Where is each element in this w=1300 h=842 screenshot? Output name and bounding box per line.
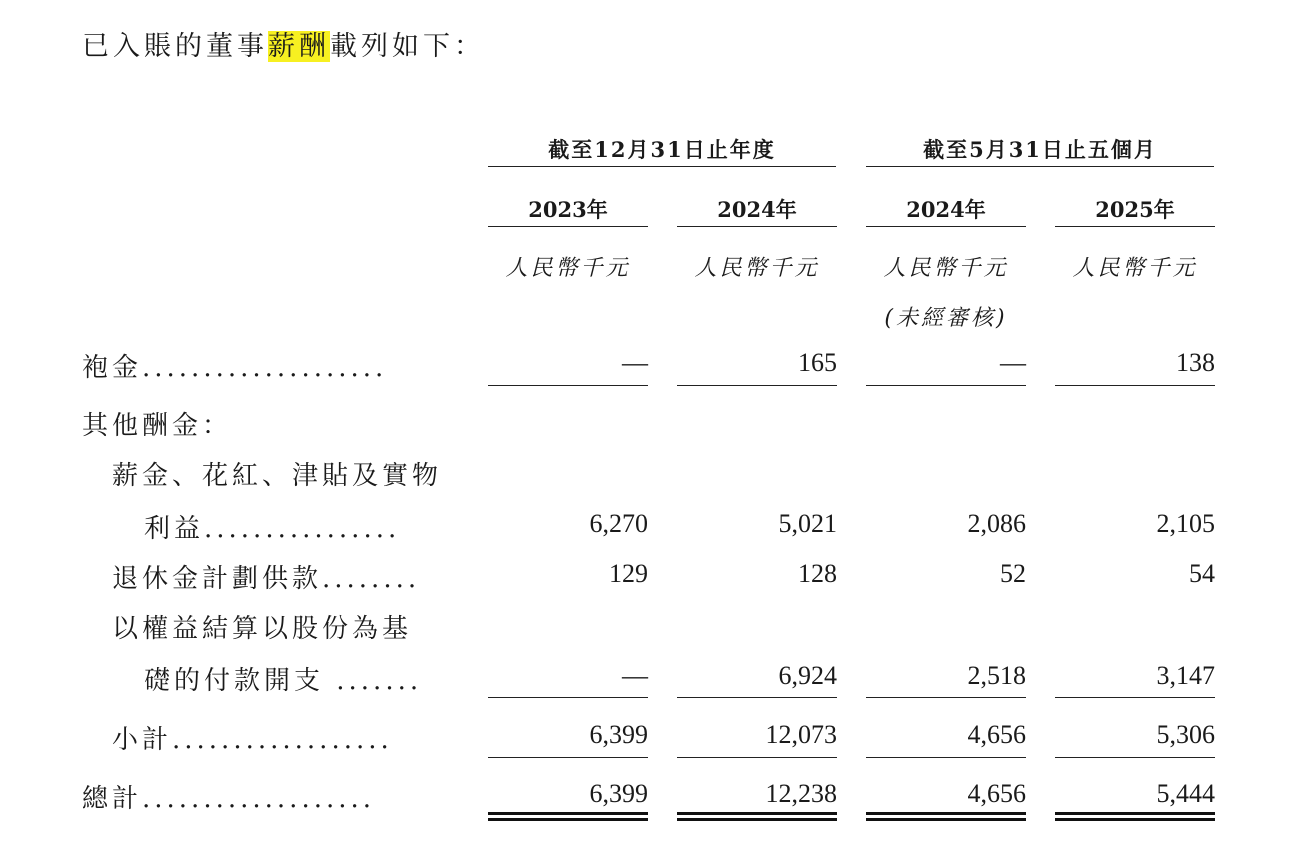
share-based-rule-1 [488,697,648,698]
unit-header-1: 人民幣千元 [505,256,631,281]
year-header-2: 2024年 [717,197,797,222]
cell-share-based-1: — [622,661,648,690]
cell-salaries-1: 6,270 [589,509,648,538]
subtotal-rule-2 [677,757,837,758]
year-rule-4 [1055,226,1215,227]
intro-after: 載列如下： [330,31,485,62]
unit-header-3: 人民幣千元 [883,256,1009,281]
cell-fees-3: — [1000,348,1026,377]
cell-total-4: 5,444 [1156,779,1215,808]
period-rule-5m [866,166,1214,167]
highlighted-term: 薪酬 [268,31,330,62]
total-double-rule-1 [488,812,648,821]
period-header-5m: 截至5月31日止五個月 [923,137,1157,162]
cell-subtotal-2: 12,073 [765,720,837,749]
row-label-share-based-line1: 以權益結算以股份為基 [112,614,413,644]
share-based-rule-3 [866,697,1026,698]
share-based-rule-2 [677,697,837,698]
year-header-1: 2023年 [528,197,608,222]
cell-subtotal-3: 4,656 [967,720,1026,749]
cell-pension-3: 52 [1000,559,1026,588]
cell-pension-2: 128 [798,559,837,588]
row-label-share-based-line2: 礎的付款開支 ....... [144,666,423,696]
cell-subtotal-4: 5,306 [1156,720,1215,749]
unaudited-note: (未經審核) [884,306,1008,331]
cell-subtotal-1: 6,399 [589,720,648,749]
year-header-3: 2024年 [906,197,986,222]
row-label-total: 總計................... [82,784,376,814]
cell-salaries-2: 5,021 [778,509,837,538]
cell-pension-1: 129 [609,559,648,588]
fees-rule-2 [677,385,837,386]
subtotal-rule-3 [866,757,1026,758]
intro-text [82,24,485,63]
unit-header-4: 人民幣千元 [1072,256,1198,281]
fees-rule-1 [488,385,648,386]
total-double-rule-4 [1055,812,1215,821]
cell-share-based-2: 6,924 [778,661,837,690]
cell-fees-2: 165 [798,348,837,377]
period-rule-fy [488,166,836,167]
row-label-salaries-line1: 薪金、花紅、津貼及實物 [112,461,443,491]
year-rule-1 [488,226,648,227]
year-rule-2 [677,226,837,227]
row-label-subtotal: 小計.................. [112,725,393,755]
cell-salaries-4: 2,105 [1156,509,1215,538]
subtotal-rule-4 [1055,757,1215,758]
unit-header-2: 人民幣千元 [694,256,820,281]
year-header-4: 2025年 [1095,197,1175,222]
cell-total-1: 6,399 [589,779,648,808]
intro-before: 已入賬的董事 [82,31,268,62]
cell-pension-4: 54 [1189,559,1215,588]
row-label-salaries-line2: 利益................ [144,514,401,544]
row-label-other-emoluments: 其他酬金： [82,411,233,441]
fees-rule-4 [1055,385,1215,386]
cell-total-2: 12,238 [765,779,837,808]
total-double-rule-3 [866,812,1026,821]
cell-salaries-3: 2,086 [967,509,1026,538]
row-label-pension: 退休金計劃供款........ [112,564,421,594]
subtotal-rule-1 [488,757,648,758]
year-rule-3 [866,226,1026,227]
share-based-rule-4 [1055,697,1215,698]
period-header-fy: 截至12月31日止年度 [548,137,776,162]
cell-fees-4: 138 [1176,348,1215,377]
row-label-fees: 袍金.................... [82,353,388,383]
total-double-rule-2 [677,812,837,821]
cell-total-3: 4,656 [967,779,1026,808]
cell-fees-1: — [622,348,648,377]
fees-rule-3 [866,385,1026,386]
cell-share-based-3: 2,518 [967,661,1026,690]
cell-share-based-4: 3,147 [1156,661,1215,690]
